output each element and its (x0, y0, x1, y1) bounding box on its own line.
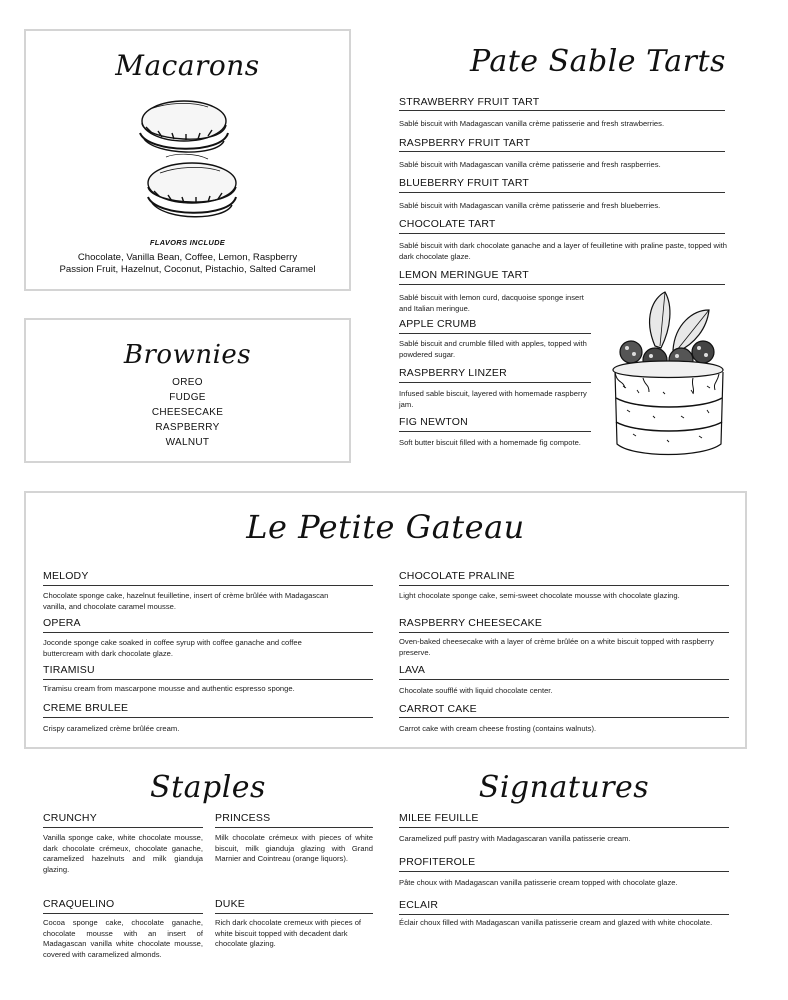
menu-item-desc: Sablé biscuit with Madagascan vanilla crème patisserie and fresh strawberries. (399, 119, 665, 128)
menu-item-desc: Vanilla sponge cake, white chocolate mousse, dark chocolate crémeux, chocolate ganache, caramelized hazelnuts and milk gianduja glazing. (43, 833, 203, 874)
list-item: FUDGE (169, 392, 206, 403)
cake-illustration (603, 288, 733, 460)
flavors-heading: FLAVORS INCLUDE (149, 238, 226, 247)
divider (43, 717, 373, 718)
divider (399, 431, 591, 432)
divider (399, 717, 729, 718)
menu-item-name: RASPBERRY LINZER (399, 367, 507, 379)
list-item: OREO (172, 377, 203, 388)
macarons-section (24, 29, 351, 291)
menu-item-name: STRAWBERRY FRUIT TART (399, 96, 540, 108)
menu-item-name: MILEE FEUILLE (399, 812, 479, 824)
macaron-illustration (126, 97, 256, 227)
menu-item-name: FIG NEWTON (399, 416, 468, 428)
divider (399, 827, 729, 828)
divider (399, 192, 725, 193)
menu-item-desc: Cocoa sponge cake, chocolate ganache, chocolate mousse with an insert of Madagascan vanilla white chocolate mousse, covered with caramelized almonds. (43, 918, 203, 959)
divider (399, 284, 725, 285)
divider (399, 382, 591, 383)
menu-item-name: CRUNCHY (43, 812, 97, 824)
divider (43, 827, 203, 828)
list-item: CHEESECAKE (151, 407, 224, 418)
brownies-list (26, 375, 349, 450)
menu-item-name: LEMON MERINGUE TART (399, 269, 529, 281)
menu-item-name: TIRAMISU (43, 664, 95, 676)
divider (399, 233, 725, 234)
menu-item-desc: Rich dark chocolate cremeux with pieces of white biscuit topped with decadent dark chocolate glazing. (215, 918, 362, 949)
menu-item-name: PROFITEROLE (399, 856, 476, 868)
flavors-line-1: Chocolate, Vanilla Bean, Coffee, Lemon, Raspberry (77, 252, 298, 263)
divider (43, 632, 373, 633)
list-item: WALNUT (165, 437, 210, 448)
divider (43, 679, 373, 680)
menu-item-desc: Joconde sponge cake soaked in coffee syrup with coffee ganache and coffee buttercream with dark chocolate glaze. (43, 638, 302, 658)
list-item: RASPBERRY (155, 422, 220, 433)
menu-item-name: MELODY (43, 570, 89, 582)
menu-item-name: DUKE (215, 898, 245, 910)
menu-item-desc: Carrot cake with cream cheese frosting (contains walnuts). (399, 724, 597, 733)
divider (215, 827, 373, 828)
menu-item-name: CRAQUELINO (43, 898, 115, 910)
menu-item-name: CHOCOLATE TART (399, 218, 496, 230)
menu-item-name: CARROT CAKE (399, 703, 477, 715)
divider (43, 585, 373, 586)
divider (215, 913, 373, 914)
menu-item-name: RASPBERRY FRUIT TART (399, 137, 531, 149)
menu-item-name: LAVA (399, 664, 426, 676)
menu-item-name: OPERA (43, 617, 81, 629)
menu-item-name: BLUEBERRY FRUIT TART (399, 177, 530, 189)
menu-item-desc: Crispy caramelized crème brûlée cream. (43, 724, 180, 733)
brownies-section (24, 318, 351, 463)
menu-item-desc: Infused sable biscuit, layered with homemade raspberry jam. (399, 389, 587, 409)
menu-item-desc: Oven-baked cheesecake with a layer of crème brûlée on a white biscuit topped with raspberry preserve. (399, 637, 714, 657)
menu-item-desc: Sablé biscuit with lemon curd, dacquoise sponge insert and Italian meringue. (399, 293, 584, 313)
menu-item-name: CREME BRULEE (43, 702, 129, 714)
gateau-title: Le Petite Gateau (246, 508, 525, 546)
menu-item-desc: Éclair choux filled with Madagascan vanilla patisserie cream and glazed with white chocolate. (399, 918, 713, 927)
flavors-line-2: Passion Fruit, Hazelnut, Coconut, Pistachio, Salted Caramel (59, 264, 316, 275)
menu-item-desc: Pâte choux with Madagascan vanilla patisserie cream topped with chocolate glaze. (399, 878, 678, 887)
macarons-title: Macarons (115, 49, 260, 82)
divider (399, 110, 725, 111)
menu-item-desc: Caramelized puff pastry with Madagascaran vanilla patisserie cream. (399, 834, 631, 843)
divider (399, 679, 729, 680)
menu-item-desc: Milk chocolate crémeux with pieces of white biscuit, milk gianduja glazing with Grand Marnier and Cointreau (orange liquors). (215, 833, 373, 864)
signatures-title: Signatures (478, 770, 650, 805)
divider (399, 632, 729, 633)
divider (399, 871, 729, 872)
tarts-title: Pate Sable Tarts (470, 44, 726, 79)
divider (399, 333, 591, 334)
menu-item-name: RASPBERRY CHEESECAKE (399, 617, 543, 629)
menu-item-desc: Chocolate soufflé with liquid chocolate center. (399, 686, 553, 695)
menu-item-desc: Sablé biscuit and crumble filled with apples, topped with powdered sugar. (399, 339, 587, 359)
brownies-title: Brownies (123, 340, 252, 370)
menu-item-name: ECLAIR (399, 899, 439, 911)
menu-item-name: APPLE CRUMB (399, 318, 477, 330)
menu-item-name: PRINCESS (215, 812, 271, 824)
menu-item-name: CHOCOLATE PRALINE (399, 570, 515, 582)
menu-item-desc: Sablé biscuit with dark chocolate ganache and a layer of feuilletine with praline paste, topped with dark chocolate glaze. (399, 241, 727, 261)
menu-item-desc: Tiramisu cream from mascarpone mousse and authentic espresso sponge. (43, 684, 295, 693)
menu-item-desc: Soft butter biscuit filled with a homemade fig compote. (399, 438, 581, 447)
divider (399, 914, 729, 915)
menu-item-desc: Sablé biscuit with Madagascan vanilla crème patisserie and fresh raspberries. (399, 160, 661, 169)
divider (399, 585, 729, 586)
menu-item-desc: Chocolate sponge cake, hazelnut feuilletine, insert of crème brûlée with Madagascan vanilla, and chocolate caramel mousse. (43, 591, 329, 611)
divider (399, 151, 725, 152)
divider (43, 913, 203, 914)
menu-item-desc: Light chocolate sponge cake, semi-sweet chocolate mousse with chocolate glazing. (399, 591, 680, 600)
menu-item-desc: Sablé biscuit with Madagascan vanilla crème patisserie and fresh blueberries. (399, 201, 661, 210)
staples-title: Staples (150, 770, 266, 805)
